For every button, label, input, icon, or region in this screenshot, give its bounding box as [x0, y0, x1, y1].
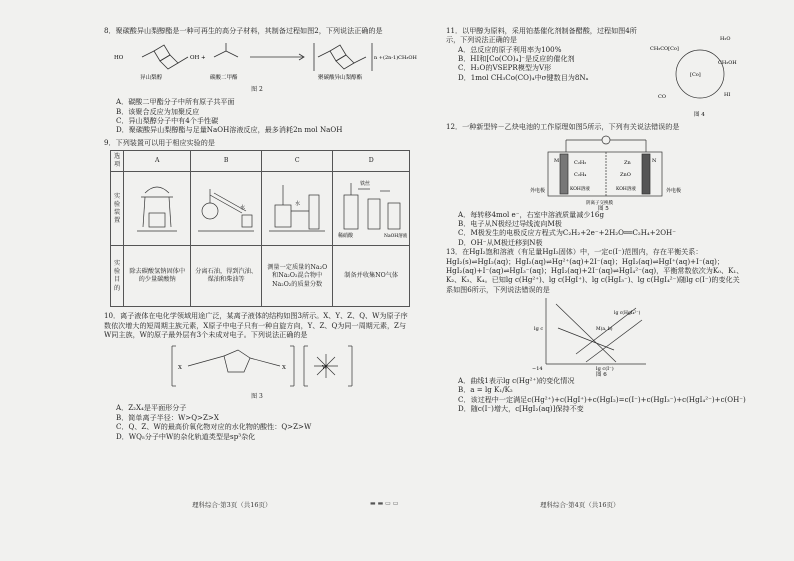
- q12-option-c: C．M极发生的电极反应方程式为C₂H₂+2e⁻+2H₂O══C₂H₄+2OH⁻: [458, 228, 676, 238]
- q9-device-d: [333, 172, 410, 246]
- q9-c-water-label: 水: [295, 201, 301, 208]
- q8-option-b: B．该聚合反应为加聚反应: [116, 106, 200, 116]
- svg-text:X: X: [282, 364, 286, 371]
- svg-text:HO: HO: [114, 55, 124, 62]
- q12-label-n: N: [652, 157, 657, 164]
- q11-label-1: CH₃CO[Co]: [650, 46, 679, 52]
- q9-stem: 9．下列装置可以用于相应实验的是: [104, 137, 215, 147]
- q8-label-3: 聚碳酸异山梨醇酯: [318, 75, 363, 82]
- q13-option-c: C．该过程中一定满足c(Hg²⁺)+c(HgI⁺)+c(HgI₂)=c(I⁻)+c(HgI₃⁻)+c(HgI₄²⁻)+c(OH⁻): [458, 394, 746, 404]
- q11-label-5: CO: [658, 94, 666, 100]
- q10-option-c: C．Q、Z、W的最高价氧化物对应的水化物的酸性：Q>Z>W: [116, 422, 312, 432]
- q9-purpose-d: 制备并收集NO气体: [333, 246, 410, 307]
- q8-stem: 8．聚碳酸异山梨醇酯是一种可再生的高分子材料，其制备过程如图2，下列说法正确的是: [104, 26, 383, 35]
- q12-label-outer-left: 外电极: [530, 187, 546, 194]
- q13-option-b: B．a = lg K₁/K₂: [458, 385, 513, 395]
- q9-d-acid-label: 稀硝酸: [338, 233, 354, 240]
- q11-label-4: [Co]: [690, 72, 701, 78]
- q8-label-2: 碳酸二甲酯: [210, 75, 238, 82]
- q9-row-purpose-label: 实验目的: [111, 246, 124, 307]
- q8-label-1: 异山梨醇: [140, 75, 163, 82]
- q13-option-a: A．曲线1表示lg c(Hg²⁺)的变化情况: [458, 375, 575, 385]
- q12-label-zn: Zn: [624, 159, 631, 166]
- page-footer-right: 理科综合·第4页（共16页）: [540, 501, 620, 509]
- q12-fig-caption: 图 5: [598, 205, 609, 212]
- q8-option-a: A．碳酸二甲酯分子中所有原子共平面: [116, 97, 235, 107]
- q13-ylabel: lg c: [534, 325, 544, 332]
- svg-text:W: W: [322, 364, 328, 371]
- q10-option-a: A．Z₂X₄是平面形分子: [116, 403, 187, 413]
- q9-device-b: [191, 172, 262, 246]
- q11-option-b: B．HI和[Co(CO)₄]⁻是反应的催化剂: [458, 54, 575, 64]
- svg-text:OH +: OH +: [190, 55, 206, 62]
- q13-curve-label: lg c(HgI₄²⁻): [614, 310, 641, 316]
- q12-label-c2h2: C₂H₂: [574, 159, 587, 166]
- q9-device-a: [124, 172, 191, 246]
- q9-header-b: B: [191, 151, 262, 172]
- q11-label-2: H₂O: [720, 36, 731, 42]
- q12-option-a: A．每转移4mol e⁻，右室中溶液质量减少16g: [458, 209, 604, 219]
- q9-purpose-b: 分离石油，得到汽油、煤油和柴油等: [191, 246, 262, 307]
- svg-text:X: X: [178, 364, 182, 371]
- q13-graph-figure: [446, 294, 746, 376]
- page-center-marks: ▬ ▬ ▭ ▭: [370, 500, 399, 507]
- q12-label-koh-left: KOH溶液: [570, 186, 590, 192]
- q10-fig-caption: 图 3: [251, 392, 263, 400]
- q8-option-c: C．异山梨醇分子中有4个手性碳: [116, 115, 219, 125]
- q8-reaction-figure: [104, 37, 417, 85]
- q9-b-water-label: 水: [240, 205, 246, 212]
- page-footer-left: 理科综合·第3页（共16页）: [192, 501, 272, 509]
- q9-header-option: 选项: [111, 151, 124, 172]
- q11-stem: 11．以甲醇为原料，采用铂基催化剂制备醋酸，过程如图4所示，下列说法正确的是: [446, 26, 637, 45]
- svg-text:n +(2n-1)CH₃OH: n +(2n-1)CH₃OH: [374, 55, 417, 62]
- q13-stem: 13．在HgI₂饱和溶液（有足量HgI₂固体）中，一定c(I⁻)范围内，存在平衡关系：HgI₂(s)⇌HgI₂(aq)；HgI₂(aq)⇌Hg²⁺(aq)+2I⁻(aq)；HgI₂(aq)⇌HgI⁺(aq)+I⁻(aq)；HgI₂(aq)+I⁻(aq)⇌HgI₃⁻(aq)；HgI₂(aq)+2I⁻(aq)⇌HgI₄²⁻(aq)，平衡常数依次为K₀、K₁、K₂、K₃、K₄。已知lg c(Hg²⁺)、lg c(HgI⁺)、lg c(HgI₃⁻)、lg c(HgI₄²⁻)随lg c(I⁻)的变化关系如图6所示，下列说法错误的是: [446, 247, 744, 294]
- q12-label-m: M: [554, 157, 560, 164]
- q9-header-a: A: [124, 151, 191, 172]
- q8-option-d: D．聚碳酸异山梨醇酯与足量NaOH溶液反应，最多消耗2n mol NaOH: [116, 125, 343, 135]
- q9-header-d: D: [333, 151, 410, 172]
- q11-option-a: A．总反应的原子利用率为100%: [458, 44, 562, 54]
- q12-stem: 12．一种新型锌－乙炔电池的工作原理如图5所示，下列有关说法错误的是: [446, 122, 680, 132]
- q11-option-c: C．H₂O的VSEPR模型为V形: [458, 63, 552, 73]
- right-column: [446, 26, 746, 413]
- q11-label-6: HI: [724, 92, 731, 98]
- q11-label-3: CH₃OH: [718, 60, 737, 66]
- q10-stem: 10．离子液体在电化学领域用途广泛，某离子液体的结构如图3所示。X、Y、Z、Q、W为原子序数依次增大的短周期主族元素，X原子中电子只有一种自旋方向，Y、Z、Q为同一周期元素，Z与W同主族，W的原子最外层有3个未成对电子。下列说法正确的是: [104, 311, 408, 340]
- q12-label-outer-right: 外电极: [666, 187, 682, 194]
- q12-label-koh-right: KOH溶液: [616, 186, 636, 192]
- q12-label-zno: ZnO: [620, 171, 631, 178]
- q11-cycle-figure: [650, 26, 746, 120]
- q9-device-c: [262, 172, 333, 246]
- q10-structure-figure: [104, 340, 404, 392]
- q9-purpose-a: 除去碳酸氢钠固体中的少量碳酸钠: [124, 246, 191, 307]
- left-column: [104, 26, 417, 441]
- q11-option-d: D．1mol CH₃Co(CO)₄中σ键数目为8Nₐ: [458, 72, 589, 82]
- q13-tick-min: −14: [532, 365, 543, 372]
- q13-option-d: D．随c(I⁻)增大，c[HgI₂(aq)]保持不变: [458, 404, 584, 414]
- q9-header-c: C: [262, 151, 333, 172]
- q10-option-d: D．WQ₅分子中W的杂化轨道类型是sp³杂化: [116, 431, 256, 441]
- q12-label-membrane: 阴离子交换膜: [586, 200, 613, 206]
- q12-option-d: D．OH⁻从M极迁移到N极: [458, 237, 543, 247]
- q11-fig-caption: 图 4: [694, 112, 705, 118]
- q9-d-iron-label: 铁丝: [360, 181, 371, 188]
- q13-xlabel: lg c(I⁻): [596, 365, 614, 372]
- q9-d-naoh-label: NaOH溶液: [384, 234, 408, 240]
- q10-option-b: B．简单离子半径：W>Q>Z>X: [116, 412, 219, 422]
- q12-option-b: B．电子从N极经过导线流向M极: [458, 219, 562, 229]
- q8-fig-caption: 图 2: [251, 86, 263, 94]
- q13-point-m: M(a, b): [596, 326, 613, 332]
- q12-label-c2h4: C₂H₄: [574, 171, 587, 178]
- q13-fig-caption: 图 6: [596, 371, 607, 378]
- q12-battery-figure: [446, 132, 746, 210]
- q9-table: [110, 150, 410, 307]
- q9-purpose-c: 测量一定质量的Na₂O和Na₂O₂混合物中Na₂O₂的质量分数: [262, 246, 333, 307]
- q9-row-device-label: 实验装置: [111, 172, 124, 246]
